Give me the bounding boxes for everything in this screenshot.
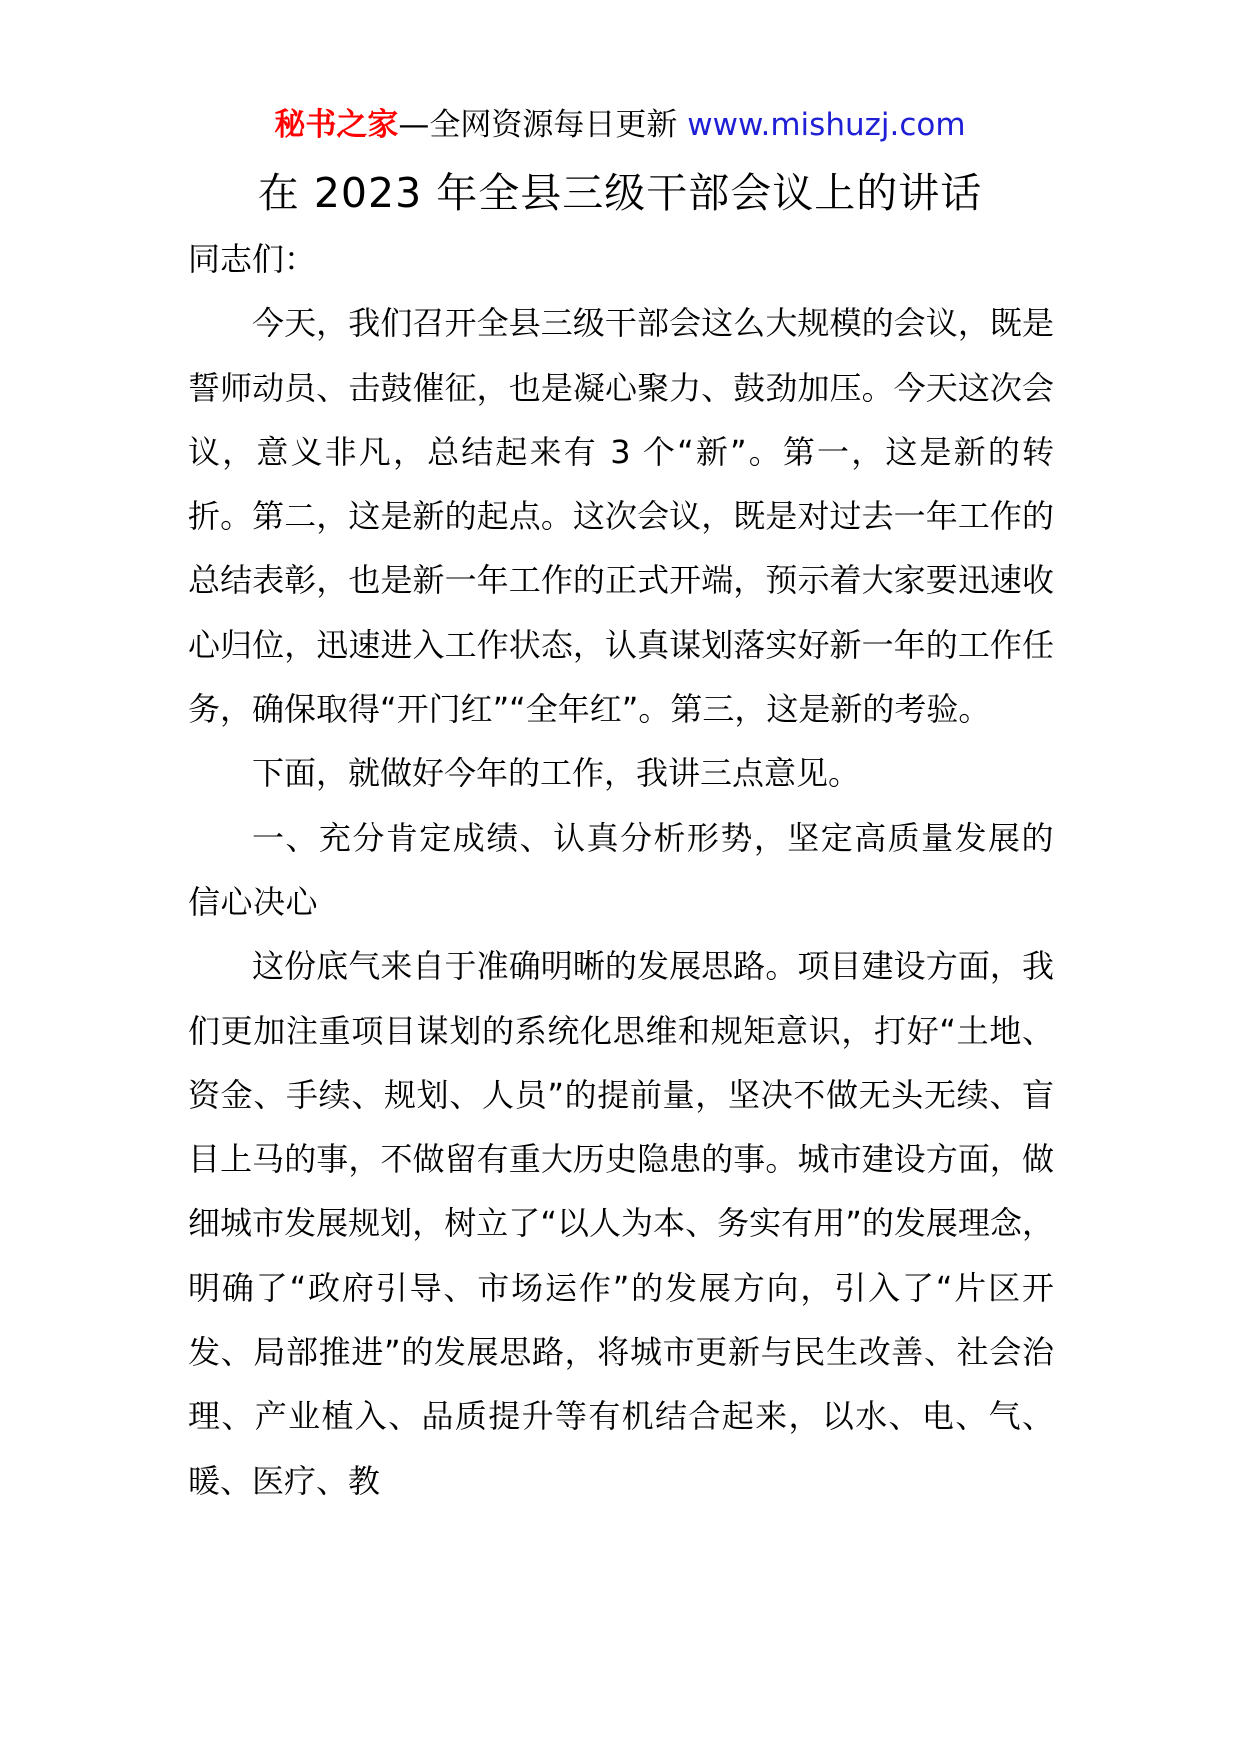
salutation: 同志们：: [188, 240, 317, 278]
paragraph-intro: 今天，我们召开全县三级干部会这么大规模的会议，既是誓师动员、击鼓催征，也是凝心聚力、鼓劲加压。今天这次会议，意义非凡，总结起来有 3 个“新”。第一，这是新的转折。第二，这是新的起点。这次会议，既是对过去一年工作的总结表彰，也是新一年工作的正式开端，预示着大家要迅速收心归位，迅速进入工作状态，认真谋划落实好新一年的工作任务，确保取得“开门红”“全年红”。第三，这是新的考验。: [188, 304, 1054, 729]
site-url-link[interactable]: www.mishuzj.com: [687, 107, 966, 143]
site-brand: 秘书之家: [274, 107, 399, 143]
site-header: [0, 98, 1240, 152]
site-tagline: —全网资源每日更新: [398, 107, 688, 143]
paragraph-transition: 下面，就做好今年的工作，我讲三点意见。: [252, 754, 861, 793]
document-title: 在 2023 年全县三级干部会议上的讲话: [257, 169, 983, 217]
paragraph-section-one: 这份底气来自于准确明晰的发展思路。项目建设方面，我们更加注重项目谋划的系统化思维和规矩意识，打好“土地、资金、手续、规划、人员”的提前量，坚决不做无头无续、盲目上马的事，不做留有重大历史隐患的事。城市建设方面，做细城市发展规划，树立了“以人为本、务实有用”的发展理念，明确了“政府引导、市场运作”的发展方向，引入了“片区开发、局部推进”的发展思路，将城市更新与民生改善、社会治理、产业植入、品质提升等有机结合起来，以水、电、气、暖、医疗、教: [188, 947, 1054, 1500]
document-body: [188, 227, 1054, 1513]
section-heading: 一、充分肯定成绩、认真分析形势，坚定高质量发展的信心决心: [188, 818, 1054, 921]
